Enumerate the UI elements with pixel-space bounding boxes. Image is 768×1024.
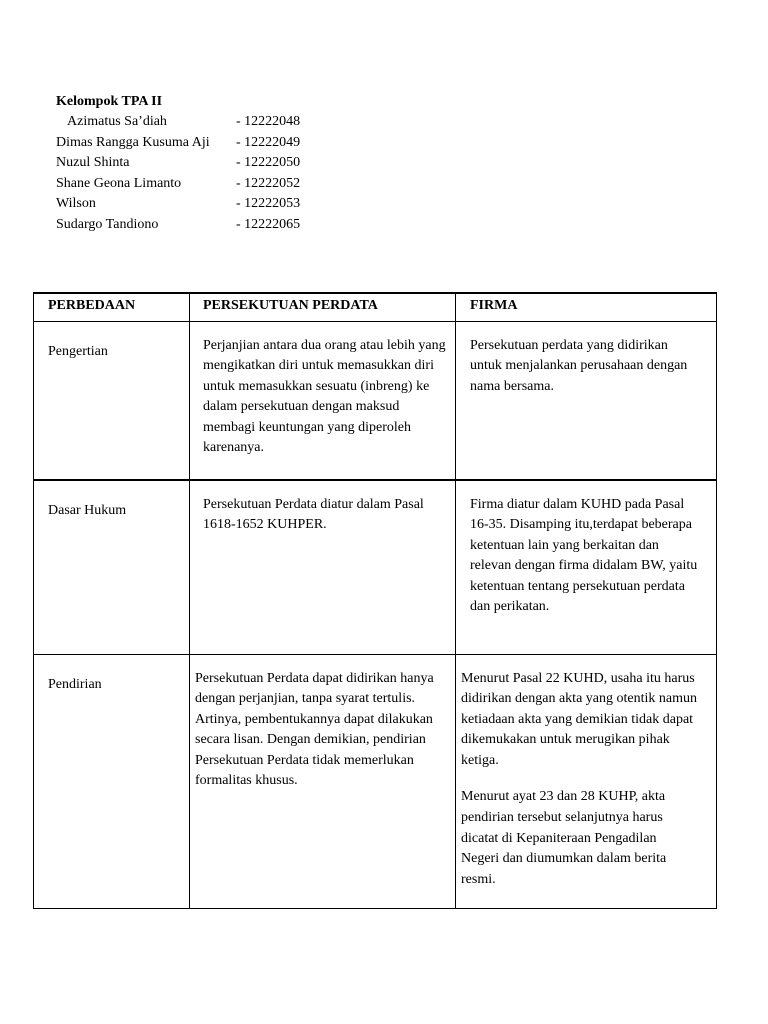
member-row (56, 133, 376, 154)
firma-text: Persekutuan perdata yang didirikan untuk menjalankan perusahaan dengan nama bersama. (470, 337, 688, 394)
firma-cell (456, 480, 717, 655)
perdata-text: Persekutuan Perdata diatur dalam Pasal 1618-1652 KUHPER. (203, 496, 424, 533)
group-info (56, 92, 376, 236)
member-id: - 12222052 (236, 175, 301, 191)
perdata-cell (190, 321, 456, 480)
group-title: Kelompok TPA II (56, 94, 163, 109)
member-id: - 12222048 (236, 114, 301, 129)
perdata-cell (190, 480, 456, 655)
member-name: Azimatus Sa’diah (67, 114, 167, 129)
member-name: Dimas Rangga Kusuma Aji (56, 134, 210, 150)
firma-text: Firma diatur dalam KUHD pada Pasal 16-35. Disamping itu,terdapat beberapa ketentuan lain yang berkaitan dan relevan dengan firma didalam BW, yaitu ketentuan tentang persekutuan perdata dan perikatan. (470, 496, 698, 615)
member-name: Wilson (56, 196, 96, 212)
member-name: Nuzul Shinta (56, 155, 130, 171)
perdata-text: Perjanjian antara dua orang atau lebih yang mengikatkan diri untuk memasukkan diri untuk memasukkan sesuatu (inbreng) ke dalam persekutuan dengan maksud membagi keuntungan yang diperoleh karenanya. (203, 337, 446, 456)
member-row (56, 215, 376, 236)
table-row (34, 321, 717, 480)
table-row (34, 654, 717, 908)
member-row (56, 194, 376, 215)
firma-cell (456, 321, 717, 480)
header-firma: FIRMA (456, 293, 717, 321)
member-row (56, 112, 376, 133)
member-id: - 12222065 (236, 216, 301, 232)
row-label-cell (34, 321, 190, 480)
header-perbedaan: PERBEDAAN (34, 293, 190, 321)
firma-text-paragraph-1: Menurut Pasal 22 KUHD, usaha itu harus didirikan dengan akta yang otentik namun ketiadaan akta yang demikian tidak dapat dikemukakan untuk merugikan pihak ketiga. (461, 670, 697, 768)
member-id: - 12222050 (236, 155, 301, 171)
row-label-cell (34, 654, 190, 908)
table-row (34, 480, 717, 655)
row-label: Dasar Hukum (48, 502, 127, 518)
perdata-text: Persekutuan Perdata dapat didirikan hanya dengan perjanjian, tanpa syarat tertulis. Artinya, pembentukannya dapat dilakukan secara lisan. Dengan demikian, pendirian Persekutuan Perdata tidak memerlukan formalitas khusus. (195, 670, 434, 789)
member-id: - 12222049 (236, 134, 301, 150)
comparison-table (33, 292, 717, 909)
table-header-row (34, 293, 717, 321)
member-row (56, 174, 376, 195)
member-name: Shane Geona Limanto (56, 175, 182, 191)
row-label-cell (34, 480, 190, 655)
member-row (56, 153, 376, 174)
firma-cell (456, 654, 717, 908)
row-label: Pengertian (48, 343, 108, 359)
member-id: - 12222053 (236, 196, 301, 212)
row-label: Pendirian (48, 676, 102, 692)
firma-text-paragraph-2: Menurut ayat 23 dan 28 KUHP, akta pendirian tersebut selanjutnya harus dicatat di Kepaniteraan Pengadilan Negeri dan diumumkan dalam berita resmi. (461, 789, 667, 887)
member-name: Sudargo Tandiono (56, 216, 159, 232)
perdata-cell (190, 654, 456, 908)
header-persekutuan-perdata: PERSEKUTUAN PERDATA (190, 293, 456, 321)
